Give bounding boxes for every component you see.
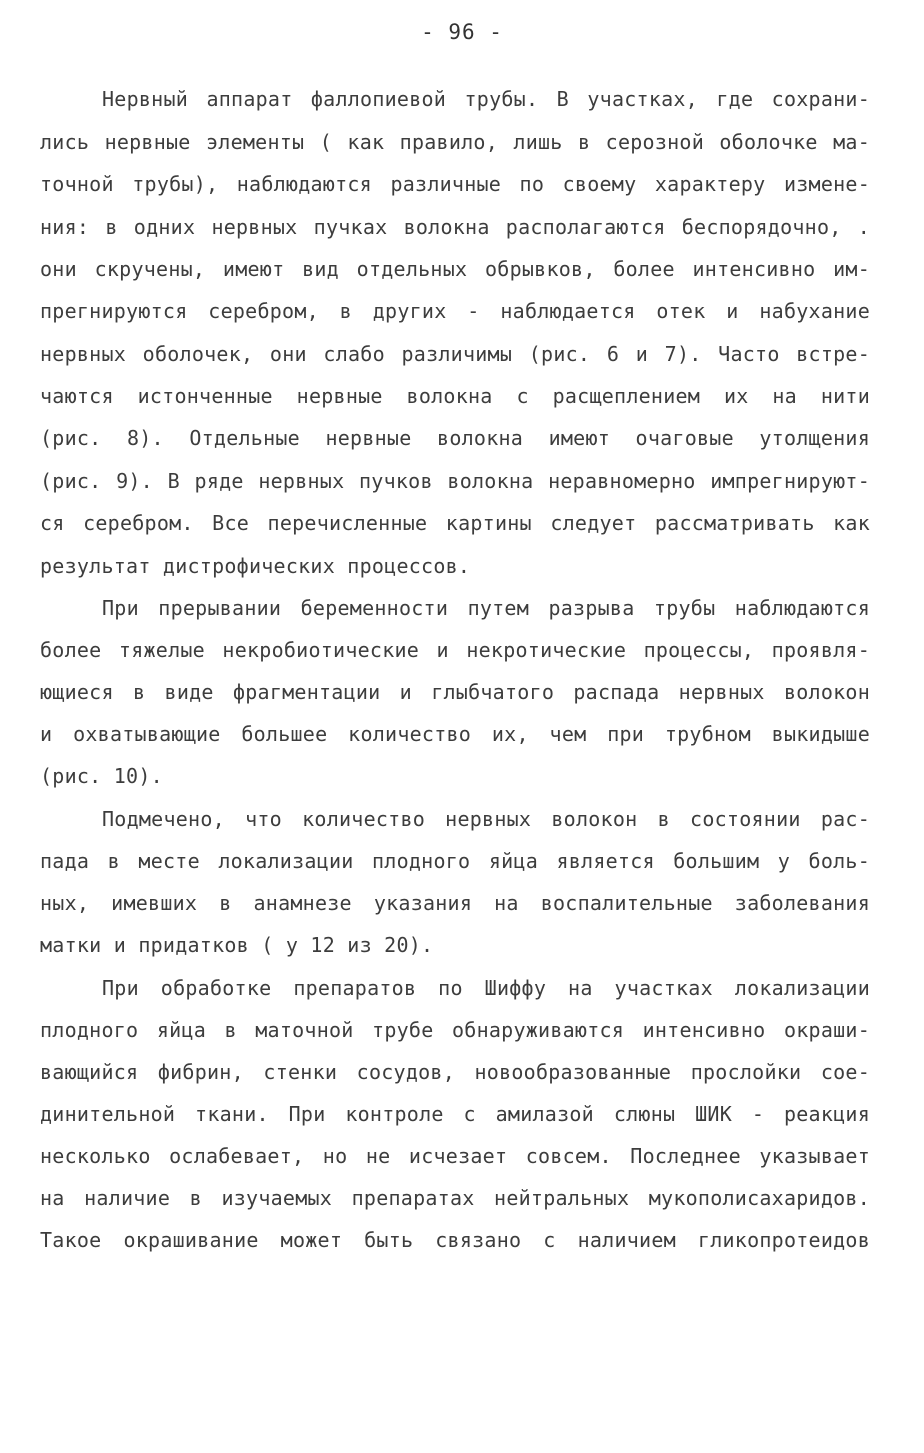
text-line: они скручены, имеют вид отдельных обрывков, более интенсивно им- [40, 257, 870, 281]
text-line: матки и придатков ( у 12 из 20). [40, 933, 434, 957]
text-line: лись нервные элементы ( как правило, лишь в серозной оболочке ма- [40, 130, 870, 154]
text-line: результат дистрофических процессов. [40, 554, 471, 578]
text-line: прегнируются серебром, в других - наблюдается отек и набухание [40, 299, 870, 323]
text-line: Нервный аппарат фаллопиевой трубы. В участках, где сохрани- [102, 87, 870, 111]
text-line: ния: в одних нервных пучках волокна располагаются беспорядочно, . [40, 215, 870, 239]
text-line: вающийся фибрин, стенки сосудов, новообразованные прослойки сое- [40, 1060, 870, 1084]
text-line: нервных оболочек, они слабо различимы (рис. 6 и 7). Часто встре- [40, 342, 870, 366]
text-line: ных, имевших в анамнезе указания на воспалительные заболевания [40, 891, 870, 915]
text-line: Подмечено, что количество нервных волокон в состоянии рас- [102, 807, 870, 831]
page-number: - 96 - [421, 20, 503, 44]
text-line: пада в месте локализации плодного яйца является большим у боль- [40, 849, 870, 873]
text-line: При прерывании беременности путем разрыва трубы наблюдаются [102, 596, 870, 620]
text-line: (рис. 8). Отдельные нервные волокна имеют очаговые утолщения [40, 426, 870, 450]
text-line: ся серебром. Все перечисленные картины следует рассматривать как [40, 511, 870, 535]
text-line: (рис. 10). [40, 764, 163, 788]
text-line: и охватывающие большее количество их, чем при трубном выкидыше [40, 722, 870, 746]
text-line: плодного яйца в маточной трубе обнаруживаются интенсивно окраши- [40, 1018, 870, 1042]
text-line: несколько ослабевает, но не исчезает совсем. Последнее указывает [40, 1144, 870, 1168]
text-line: более тяжелые некробиотические и некротические процессы, проявля- [40, 638, 870, 662]
text-line: чаются истонченные нервные волокна с расщеплением их на нити [40, 384, 870, 408]
text-line: (рис. 9). В ряде нервных пучков волокна неравномерно импрегнируют- [40, 469, 870, 493]
text-line: на наличие в изучаемых препаратах нейтральных мукополисахаридов. [40, 1186, 870, 1210]
text-line: ющиеся в виде фрагментации и глыбчатого распада нервных волокон [40, 680, 870, 704]
text-line: Такое окрашивание может быть связано с наличием гликопротеидов [40, 1228, 870, 1252]
text-line: точной трубы), наблюдаются различные по своему характеру измене- [40, 172, 870, 196]
text-line: динительной ткани. При контроле с амилазой слюны ШИК - реакция [40, 1102, 870, 1126]
text-line: При обработке препаратов по Шиффу на участках локализации [102, 976, 870, 1000]
